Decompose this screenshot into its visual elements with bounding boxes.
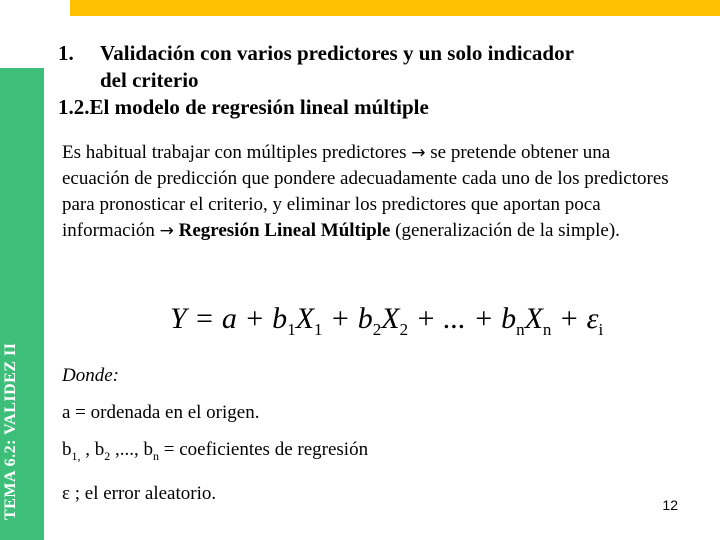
eq-sub: 1 (314, 320, 323, 339)
eq-lhs: Y = a + b (170, 302, 288, 335)
title-line-2: del criterio (100, 68, 199, 92)
donde-label: Donde: (62, 365, 119, 386)
def-b-sub: 2 (104, 448, 111, 463)
eq-term: + ... + b (408, 302, 517, 335)
def-error: ε ; el error aleatorio. (62, 482, 217, 504)
page-number: 12 (662, 497, 678, 513)
eq-sub: n (516, 320, 525, 339)
def-b-text: ,..., b (110, 439, 153, 460)
eq-sub: n (542, 320, 552, 339)
eq-var: X (381, 302, 400, 335)
slide-title (58, 40, 708, 121)
eq-term: + b (322, 302, 373, 335)
def-b-text: , b (80, 439, 105, 460)
def-b (62, 436, 368, 470)
definitions-block (62, 362, 368, 517)
title-line-1: Validación con varios predictores y un solo indicador (100, 41, 574, 65)
body-part-2: se pretende obtener una ecuación de predicción que pondere adecuadamente cada uno de los predictores para pronosticar el criterio, y eliminar los predictores que aportan poca información (62, 142, 669, 241)
body-bold-term: Regresión Lineal Múltiple (178, 220, 391, 241)
arrow-icon: → (411, 143, 426, 163)
title-number: 1. (58, 41, 74, 65)
def-b-text: b (62, 439, 72, 460)
body-part-1: Es habitual trabajar con múltiples predictores (62, 142, 412, 163)
eq-sub: 2 (399, 320, 409, 339)
header-accent-bar (70, 0, 720, 16)
eq-sub: 2 (372, 320, 382, 339)
eq-sub: 1 (287, 320, 296, 339)
def-b-sub: n (153, 448, 159, 463)
regression-equation (170, 302, 603, 340)
eq-var: X (524, 302, 543, 335)
def-a: a = ordenada en el origen. (62, 402, 260, 423)
body-part-3: (generalización de la simple). (390, 220, 620, 241)
arrow-icon: → (159, 221, 174, 241)
def-b-sub: 1, (71, 448, 81, 463)
def-b-text: = coeficientes de regresión (159, 439, 369, 460)
body-paragraph (62, 140, 682, 244)
eq-var: X (295, 302, 315, 335)
eq-term: + ε (551, 302, 599, 335)
sidebar-label: TEMA 6.2: VALIDEZ II (2, 342, 19, 520)
eq-sub: i (598, 320, 604, 339)
title-line-3: 1.2.El modelo de regresión lineal múltiple (58, 95, 429, 119)
